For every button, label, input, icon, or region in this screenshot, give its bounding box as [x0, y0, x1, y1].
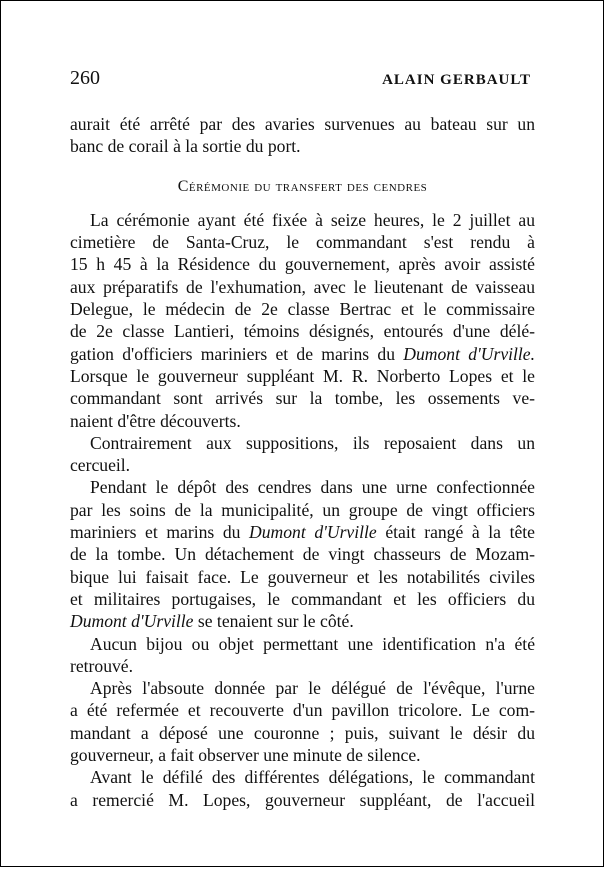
page-number: 260 [70, 67, 100, 89]
text-line: aurait été arrêté par des avaries survenues au bateau sur un [70, 114, 535, 134]
text-line: 15 h 45 à la Résidence du gouvernement, après avoir assisté [70, 254, 535, 275]
text-line [70, 521, 535, 543]
text-line: gouverneur, a fait observer une minute de silence. [70, 745, 421, 766]
text-line: banc de corail à la sortie du port. [70, 136, 301, 157]
text-line: La cérémonie ayant été fixée à seize heures, le 2 juillet au [90, 209, 535, 230]
text-line: Après l'absoute donnée par le délégué de l'évêque, l'urne [90, 678, 535, 699]
text-line: a été refermée et recouverte d'un pavillon tricolore. Le com- [70, 700, 535, 721]
text-segment: se tenaient sur le côté. [193, 611, 354, 632]
page-header [70, 67, 531, 90]
text-line [70, 343, 535, 365]
body-text [70, 113, 535, 811]
paragraph-coffin [70, 432, 535, 477]
text-line: a remercié M. Lopes, gouverneur suppléant, de l'accueil [70, 789, 535, 810]
paragraph-no-jewel [70, 633, 535, 678]
section-heading: Cérémonie du transfert des cendres [177, 177, 428, 195]
text-line: mandant a déposé une couronne ; puis, suivant le désir du [70, 722, 535, 743]
text-line: naient d'être découverts. [70, 410, 241, 431]
text-line: de la tombe. Un détachement de vingt chasseurs de Mozam- [70, 544, 535, 565]
text-line: bique lui faisait face. Le gouverneur et les notabilités civiles [70, 566, 535, 587]
text-line: aux préparatifs de l'exhumation, avec le lieutenant de vaisseau [70, 276, 535, 297]
paragraph-continuation [70, 113, 535, 158]
text-line: cimetière de Santa-Cruz, le commandant s'est rendu à [70, 232, 535, 253]
text-line: Avant le défilé des différentes délégations, le commandant [90, 767, 535, 788]
paragraph-ceremony [70, 209, 535, 432]
text-line: commandant sont arrivés sur la tombe, les ossements ve- [70, 388, 535, 409]
text-segment: mariniers et marins du [70, 522, 250, 543]
paragraph-absolution [70, 677, 535, 766]
text-line: Pendant le dépôt des cendres dans une urne confectionnée [90, 477, 535, 498]
text-line: Aucun bijou ou objet permettant une identification n'a été [90, 633, 535, 654]
paragraph-deposit [70, 476, 535, 632]
text-line: Lorsque le gouverneur suppléant M. R. Norberto Lopes et le [70, 365, 535, 386]
text-line [70, 610, 535, 632]
running-title: ALAIN GERBAULT [382, 72, 531, 88]
text-line: de 2e classe Lantieri, témoins désignés, entourés d'une délé- [70, 321, 535, 342]
text-segment: gation d'officiers mariniers et de marins du [70, 343, 404, 364]
text-line: retrouvé. [70, 655, 134, 676]
ship-name: Dumont d'Urville. [403, 343, 536, 364]
text-segment: était rangé à la tête [376, 522, 535, 543]
text-line: par les soins de la municipalité, un groupe de vingt officiers [70, 499, 535, 520]
ship-name: Dumont d'Urville [70, 611, 194, 632]
text-line: et militaires portugaises, le commandant et les officiers du [70, 588, 535, 609]
text-line: Contrairement aux suppositions, ils reposaient dans un [90, 432, 535, 453]
text-line: Delegue, le médecin de 2e classe Bertrac et le commissaire [70, 299, 535, 320]
text-line: cercueil. [70, 455, 131, 476]
ship-name: Dumont d'Urville [249, 522, 377, 543]
paragraph-parade [70, 766, 535, 811]
